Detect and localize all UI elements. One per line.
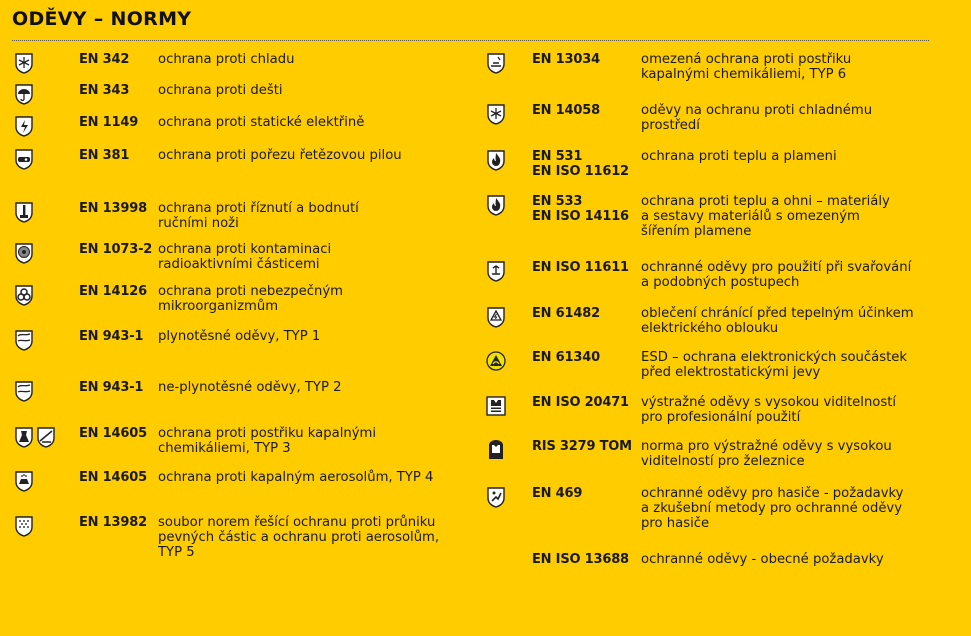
norm-description: oděvy na ochranu proti chladnému prostředí [641, 103, 873, 133]
norm-description: ne-plynotěsné oděvy, TYP 2 [158, 380, 342, 395]
chemical-splash-shield-icon [36, 426, 56, 448]
norm-description: ochranné oděvy - obecné požadavky [641, 552, 884, 567]
norm-code: EN 1149 [79, 115, 139, 130]
norm-code: EN 61482 [532, 306, 600, 321]
norm-description: ochranné oděvy pro hasiče - požadavky a zkušební metody pro ochranné oděvy pro hasiče [641, 486, 904, 531]
norm-description: ochrana proti kontaminaci radioaktivními částicemi [158, 242, 332, 272]
railway-hi-vis-icon [486, 439, 506, 461]
norm-code: EN ISO 20471 [532, 395, 629, 410]
norm-description: ochrana proti teplu a ohni – materiály a sestavy materiálů s omezeným šířením plamene [641, 194, 890, 239]
norm-code: EN ISO 13688 [532, 552, 629, 567]
title-divider [12, 40, 929, 41]
norm-description: soubor norem řešící ochranu proti průniku pevných částic a ochranu proti aerosolům, TYP 5 [158, 515, 440, 560]
norm-description: ochrana proti teplu a plameni [641, 149, 837, 164]
radiation-shield-icon [14, 242, 34, 264]
particles-shield-icon [14, 515, 34, 537]
norm-code: EN 533 EN ISO 14116 [532, 194, 629, 224]
norm-code: EN 13034 [532, 52, 600, 67]
norm-code: EN 343 [79, 83, 130, 98]
norm-description: ochrana proti dešti [158, 83, 283, 98]
umbrella-shield-icon [14, 83, 34, 105]
norm-code: EN 342 [79, 52, 130, 67]
norm-code: EN 943-1 [79, 329, 144, 344]
norm-description: ochrana proti postřiku kapalnými chemikáliemi, TYP 3 [158, 426, 377, 456]
norm-code: EN 469 [532, 486, 583, 501]
chainsaw-shield-icon [14, 148, 34, 170]
norm-code: EN 13982 [79, 515, 147, 530]
norm-description: ESD – ochrana elektronických součástek před elektrostatickými jevy [641, 350, 908, 380]
norm-description: ochranné oděvy pro použití při svařování a podobných postupech [641, 260, 912, 290]
lightning-shield-icon [14, 115, 34, 137]
norm-description: oblečení chránící před tepelným účinkem elektrického oblouku [641, 306, 914, 336]
esd-icon [486, 350, 506, 372]
norm-description: ochrana proti pořezu řetězovou pilou [158, 148, 402, 163]
norm-code: RIS 3279 TOM [532, 439, 632, 454]
norm-code: EN ISO 11611 [532, 260, 629, 275]
norm-code: EN 381 [79, 148, 130, 163]
limited-splash-shield-icon [486, 52, 506, 74]
page-title: ODĚVY – NORMY [12, 8, 192, 30]
gas-suit-shield-icon [14, 380, 34, 402]
norm-code: EN 14605 [79, 426, 147, 441]
norm-code: EN 943-1 [79, 380, 144, 395]
norm-description: plynotěsné oděvy, TYP 1 [158, 329, 321, 344]
norm-code: EN 531 EN ISO 11612 [532, 149, 629, 179]
norm-description: omezená ochrana proti postřiku kapalnými chemikáliemi, TYP 6 [641, 52, 852, 82]
norm-code: EN 1073-2 [79, 242, 153, 257]
norm-description: ochrana proti nebezpečným mikroorganizmům [158, 284, 344, 314]
flame-shield-icon [486, 149, 506, 171]
snowflake-shield-icon [14, 52, 34, 74]
chemical-splash-shield-icon [14, 426, 34, 448]
firefighter-shield-icon [486, 486, 506, 508]
norm-description: ochrana proti statické elektřině [158, 115, 365, 130]
norm-description: norma pro výstražné oděvy s vysokou viditelností pro železnice [641, 439, 892, 469]
norm-code: EN 14126 [79, 284, 147, 299]
welding-shield-icon [486, 260, 506, 282]
norm-code: EN 14605 [79, 470, 147, 485]
hi-vis-icon [486, 395, 506, 417]
norm-description: ochrana proti kapalným aerosolům, TYP 4 [158, 470, 434, 485]
norm-code: EN 61340 [532, 350, 600, 365]
norm-code: EN 13998 [79, 201, 147, 216]
norm-code: EN 14058 [532, 103, 600, 118]
norm-description: ochrana proti říznutí a bodnutí ručními noži [158, 201, 359, 231]
aerosol-shield-icon [14, 470, 34, 492]
snowflake-shield-icon [486, 103, 506, 125]
knife-shield-icon [14, 201, 34, 223]
arc-flash-shield-icon [486, 306, 506, 328]
norm-description: ochrana proti chladu [158, 52, 295, 67]
norm-description: výstražné oděvy s vysokou viditelností pro profesionální použití [641, 395, 897, 425]
gas-suit-shield-icon [14, 329, 34, 351]
flame-shield-icon [486, 194, 506, 216]
biohazard-shield-icon [14, 284, 34, 306]
